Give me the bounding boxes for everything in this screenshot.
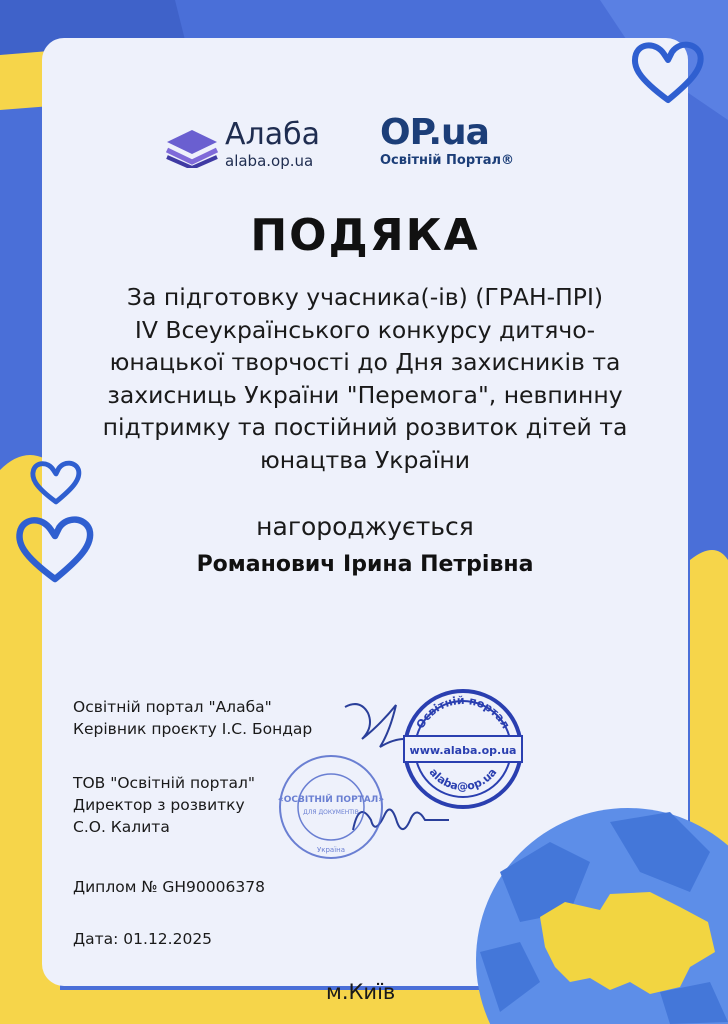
date-row: [73, 928, 212, 950]
reason-line: За підготовку учасника(-ів) (ГРАН-ПРІ): [126, 283, 604, 311]
blue-stamp: [400, 686, 526, 812]
round-stamp-small-text: ДЛЯ ДОКУМЕНТІВ: [303, 809, 359, 816]
city-label: м.Київ: [326, 980, 396, 1004]
alaba-logo: [225, 117, 320, 170]
stamp-middle-text: www.alaba.op.ua: [409, 744, 517, 757]
awarded-label: нагороджується: [256, 512, 474, 541]
reason-line: юнацької творчості до Дня захисників та: [109, 348, 621, 376]
diploma-value: GH90006378: [162, 878, 265, 896]
globe-illustration: [460, 782, 728, 1024]
reason-line: юнацтва України: [260, 445, 470, 474]
recipient-name: Романович Ірина Петрівна: [196, 552, 534, 577]
org2-role: Директор з розвитку: [73, 796, 245, 814]
alaba-logo-name: Алаба: [225, 117, 320, 152]
org1-head: Керівник проєкту І.С. Бондар: [73, 720, 313, 738]
certificate-title: ПОДЯКА: [250, 210, 480, 261]
reason-line: підтримку та постійний розвиток дітей та: [102, 413, 628, 441]
org1-name: Освітній портал "Алаба": [73, 698, 272, 716]
date-label: Дата:: [73, 930, 119, 948]
stamp-bottom-text: alaba@op.ua: [426, 765, 500, 794]
round-stamp-country: Україна: [316, 846, 346, 854]
alaba-logo-icon: [163, 124, 221, 168]
diploma-label: Диплом №: [73, 878, 158, 896]
certificate-reason: [42, 281, 688, 476]
round-stamp-text: «ОСВІТНІЙ ПОРТАЛ»: [277, 795, 385, 805]
signature-block-2: [73, 772, 255, 838]
date-value: 01.12.2025: [123, 930, 213, 948]
stamp-top-text: Освітній портал: [413, 693, 513, 731]
op-logo-subtitle: Освітній Портал®: [380, 153, 514, 168]
org2-name: ТОВ "Освітній портал": [73, 774, 256, 792]
diploma-number: [73, 876, 265, 898]
signature-block-1: [73, 696, 312, 740]
reason-line: захисниць України "Перемога", невпинну: [107, 380, 623, 409]
alaba-logo-url: alaba.op.ua: [225, 152, 314, 170]
org2-person: С.О. Калита: [73, 818, 170, 836]
reason-line: IV Всеукраїнського конкурсу дитячо-: [134, 315, 596, 344]
round-stamp: [276, 752, 386, 862]
svg-text:Освітній портал: [414, 694, 513, 731]
op-logo: [380, 112, 514, 168]
heart-icon: [628, 38, 708, 108]
op-logo-name: OP.ua: [380, 112, 489, 153]
